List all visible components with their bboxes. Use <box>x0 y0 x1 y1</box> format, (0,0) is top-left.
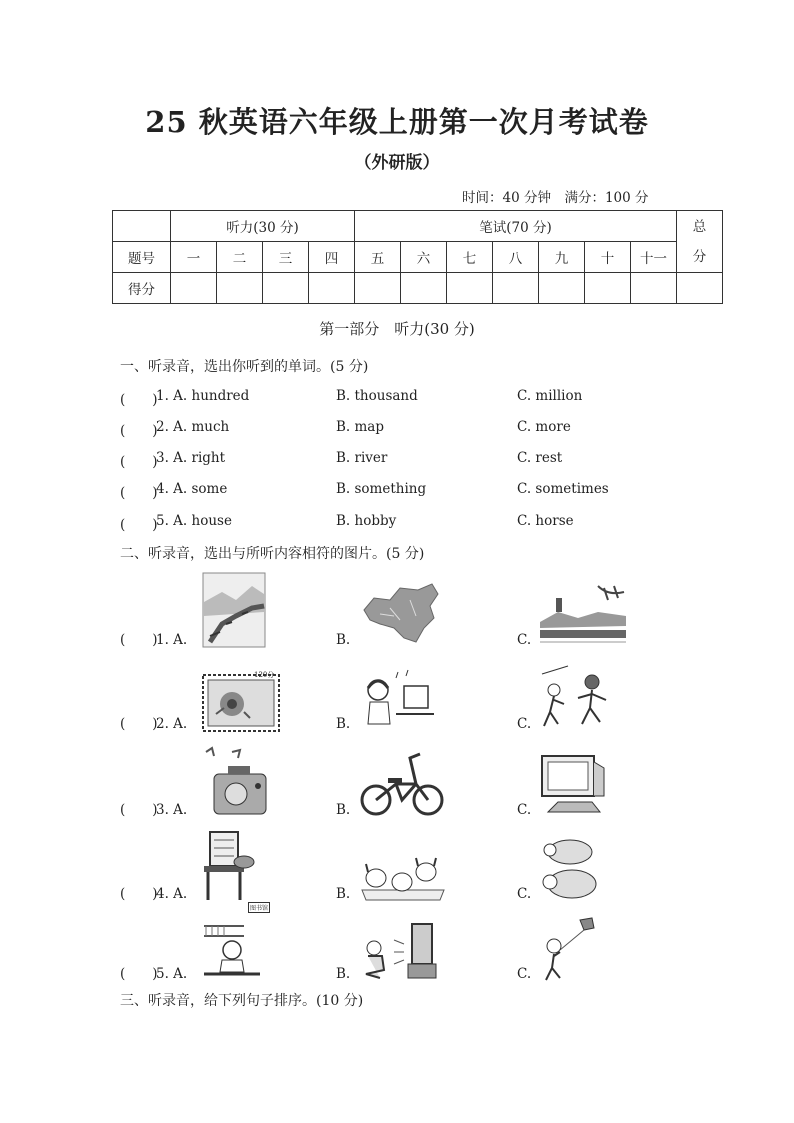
score-cell[interactable] <box>171 273 217 304</box>
answer-blank[interactable]: ( ) <box>120 517 158 533</box>
writing-header: 笔试(70 分) <box>355 211 677 242</box>
stamp-icon[interactable] <box>202 674 280 732</box>
option-b: B. something <box>336 481 427 497</box>
option-c-label: C. <box>517 632 532 648</box>
option-b-label: B. <box>336 886 351 902</box>
score-cell[interactable] <box>677 273 723 304</box>
score-cell[interactable] <box>631 273 677 304</box>
girl-flying-kite-icon[interactable] <box>538 916 602 982</box>
section2-heading: 二、听录音，选出与所听内容相符的图片。(5 分) <box>120 546 425 562</box>
picture-question-row <box>120 566 680 648</box>
time-info: 时间：40 分钟 满分：100 分 <box>462 190 649 206</box>
score-cell[interactable] <box>493 273 539 304</box>
picture-question-row <box>120 820 680 902</box>
option-b: B. hobby <box>336 513 397 529</box>
option-c-label: C. <box>517 802 532 818</box>
answer-blank[interactable]: ( ) <box>120 966 158 982</box>
total-header <box>677 211 723 273</box>
option-a: 4. A. some <box>156 481 228 497</box>
option-b-label: B. <box>336 632 351 648</box>
question-row <box>120 388 680 408</box>
option-a: 3. A. right <box>156 450 226 466</box>
option-b-label: B. <box>336 802 351 818</box>
answer-blank[interactable]: ( ) <box>120 802 158 818</box>
option-b-label: B. <box>336 716 351 732</box>
qnum-cell: 二 <box>217 242 263 273</box>
puppies-icon[interactable] <box>360 850 446 902</box>
exam-subtitle: （外研版） <box>354 153 440 173</box>
score-label: 得分 <box>113 273 171 304</box>
score-cell[interactable] <box>217 273 263 304</box>
qnum-row <box>113 242 723 273</box>
answer-blank[interactable]: ( ) <box>120 632 158 648</box>
option-a-label: 4. A. <box>156 886 188 902</box>
qnum-cell: 五 <box>355 242 401 273</box>
boy-listening-music-icon[interactable] <box>360 668 438 732</box>
question-row <box>120 481 680 501</box>
option-c-label: C. <box>517 966 532 982</box>
score-table <box>112 210 723 304</box>
score-cell[interactable] <box>447 273 493 304</box>
score-cell[interactable] <box>401 273 447 304</box>
option-c-label: C. <box>517 886 532 902</box>
score-cell[interactable] <box>539 273 585 304</box>
listening-header: 听力(30 分) <box>171 211 355 242</box>
option-a-label: 5. A. <box>156 966 188 982</box>
option-b: B. river <box>336 450 388 466</box>
girl-watching-tv-icon[interactable] <box>360 920 440 982</box>
pigs-icon[interactable] <box>538 834 602 902</box>
score-cell[interactable] <box>263 273 309 304</box>
option-b: B. thousand <box>336 388 418 404</box>
option-b-label: B. <box>336 966 351 982</box>
score-cell[interactable] <box>585 273 631 304</box>
qnum-cell: 九 <box>539 242 585 273</box>
score-row <box>113 273 723 304</box>
qnum-cell: 十一 <box>631 242 677 273</box>
option-c: C. million <box>517 388 583 404</box>
china-map-icon[interactable] <box>360 580 442 648</box>
answer-blank[interactable]: ( ) <box>120 392 158 408</box>
picture-question-row <box>120 900 680 982</box>
qnum-cell: 三 <box>263 242 309 273</box>
answer-blank[interactable]: ( ) <box>120 454 158 470</box>
picture-question-row <box>120 650 680 732</box>
option-a-label: 3. A. <box>156 802 188 818</box>
qnum-cell: 四 <box>309 242 355 273</box>
part1-title: 第一部分 听力(30 分) <box>319 320 475 338</box>
option-a: 2. A. much <box>156 419 230 435</box>
stamp-price: 120分 <box>254 671 275 679</box>
answer-blank[interactable]: ( ) <box>120 423 158 439</box>
option-c: C. rest <box>517 450 563 466</box>
section3-heading: 三、听录音，给下列句子排序。(10 分) <box>120 993 364 1009</box>
total-header-text: 总分 <box>692 218 707 265</box>
option-a-label: 2. A. <box>156 716 188 732</box>
qnum-cell: 十 <box>585 242 631 273</box>
option-a: 1. A. hundred <box>156 388 250 404</box>
score-cell[interactable] <box>355 273 401 304</box>
boy-reading-icon[interactable] <box>202 922 262 982</box>
corner-cell <box>113 211 171 242</box>
picture-question-row <box>120 736 680 818</box>
answer-blank[interactable]: ( ) <box>120 716 158 732</box>
question-row <box>120 513 680 533</box>
great-wall-icon[interactable] <box>202 572 266 648</box>
qnum-cell: 八 <box>493 242 539 273</box>
option-a-label: 1. A. <box>156 632 188 648</box>
library-sign: 图书馆 <box>248 902 270 913</box>
option-c: C. more <box>517 419 571 435</box>
question-row <box>120 450 680 470</box>
qnum-cell: 一 <box>171 242 217 273</box>
computer-monitor-icon[interactable] <box>538 752 608 818</box>
children-playing-icon[interactable] <box>538 664 618 732</box>
qnum-cell: 七 <box>447 242 493 273</box>
score-cell[interactable] <box>309 273 355 304</box>
west-lake-icon[interactable] <box>538 582 628 648</box>
section1-heading: 一、听录音，选出你听到的单词。(5 分) <box>120 359 369 375</box>
qnum-cell: 六 <box>401 242 447 273</box>
answer-blank[interactable]: ( ) <box>120 485 158 501</box>
answer-blank[interactable]: ( ) <box>120 886 158 902</box>
qnum-label: 题号 <box>113 242 171 273</box>
option-c: C. sometimes <box>517 481 609 497</box>
radio-icon[interactable] <box>202 746 268 818</box>
option-c-label: C. <box>517 716 532 732</box>
chair-with-cat-icon[interactable] <box>202 830 260 902</box>
question-row <box>120 419 680 439</box>
bicycle-icon[interactable] <box>360 748 444 818</box>
exam-title: 25 秋英语六年级上册第一次月考试卷 <box>145 105 649 139</box>
option-a: 5. A. house <box>156 513 232 529</box>
option-c: C. horse <box>517 513 574 529</box>
option-b: B. map <box>336 419 384 435</box>
